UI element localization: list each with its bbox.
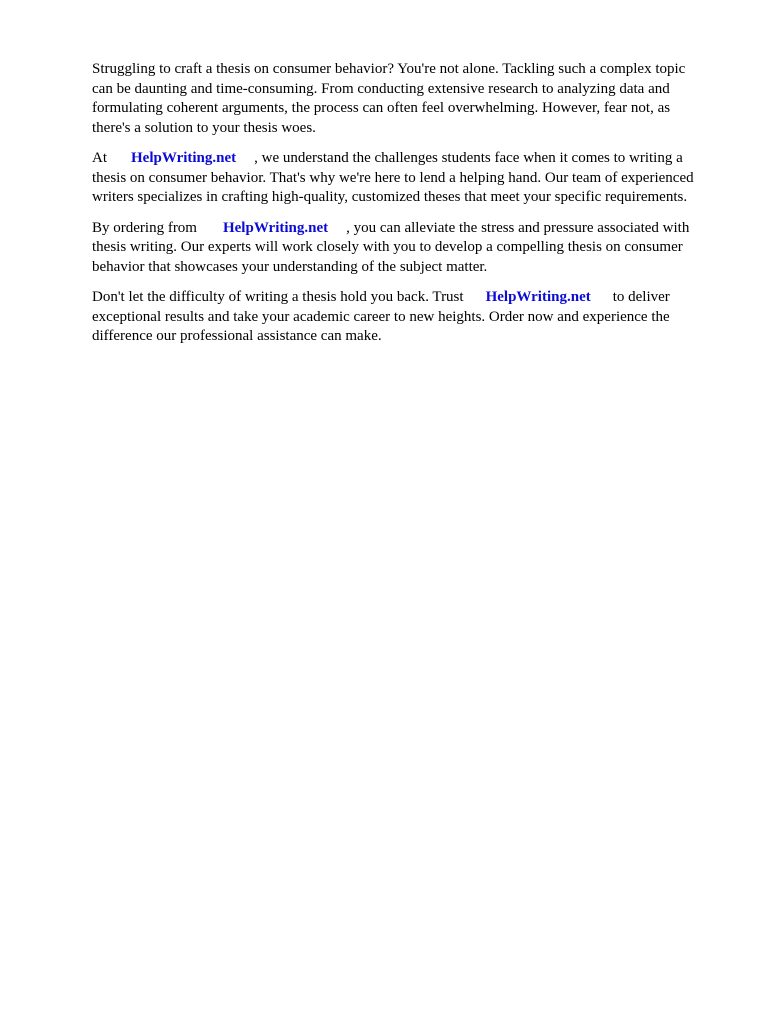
text-line-with-link [92, 149, 732, 169]
helpwriting-link[interactable]: HelpWriting.net [485, 289, 591, 305]
text-line: there's a solution to your thesis woes. [92, 119, 316, 136]
helpwriting-link[interactable]: HelpWriting.net [222, 219, 329, 236]
paragraph-trust [92, 288, 732, 347]
text-line: exceptional results and take your academic career to new heights. Order now and experience the [92, 308, 670, 325]
text-line: formulating coherent arguments, the process can often feel overwhelming. However, fear not, as [92, 100, 671, 116]
paragraph-at-helpwriting [92, 149, 732, 208]
text-line: Struggling to craft a thesis on consumer behavior? You're not alone. Tackling such a complex topic [92, 61, 686, 77]
helpwriting-link[interactable]: HelpWriting.net [131, 150, 237, 166]
paragraph-ordering [92, 219, 732, 278]
text-line: can be daunting and time-consuming. From conducting extensive research to analyzing data and [92, 80, 670, 97]
document-body [92, 60, 732, 358]
text-line-with-link [92, 288, 732, 308]
text-line: writers specializes in crafting high-quality, customized theses that meet your specific requirements. [92, 189, 688, 205]
text-line: difference our professional assistance can make. [92, 328, 382, 344]
text-line: thesis on consumer behavior. That's why we're here to lend a helping hand. Our team of experienced [92, 169, 694, 186]
text-segment: , you can alleviate the stress and pressure associated with [346, 219, 690, 236]
paragraph-intro [92, 60, 732, 138]
text-segment: At [92, 150, 107, 166]
text-line-with-link [92, 219, 732, 239]
text-line: behavior that showcases your understanding of the subject matter. [92, 258, 488, 275]
text-segment: By ordering from [92, 219, 197, 236]
text-line: thesis writing. Our experts will work closely with you to develop a compelling thesis on consumer [92, 239, 683, 255]
text-segment: Don't let the difficulty of writing a thesis hold you back. Trust [92, 289, 464, 305]
text-segment: , we understand the challenges students face when it comes to writing a [254, 150, 683, 166]
text-segment: to deliver [612, 289, 670, 305]
